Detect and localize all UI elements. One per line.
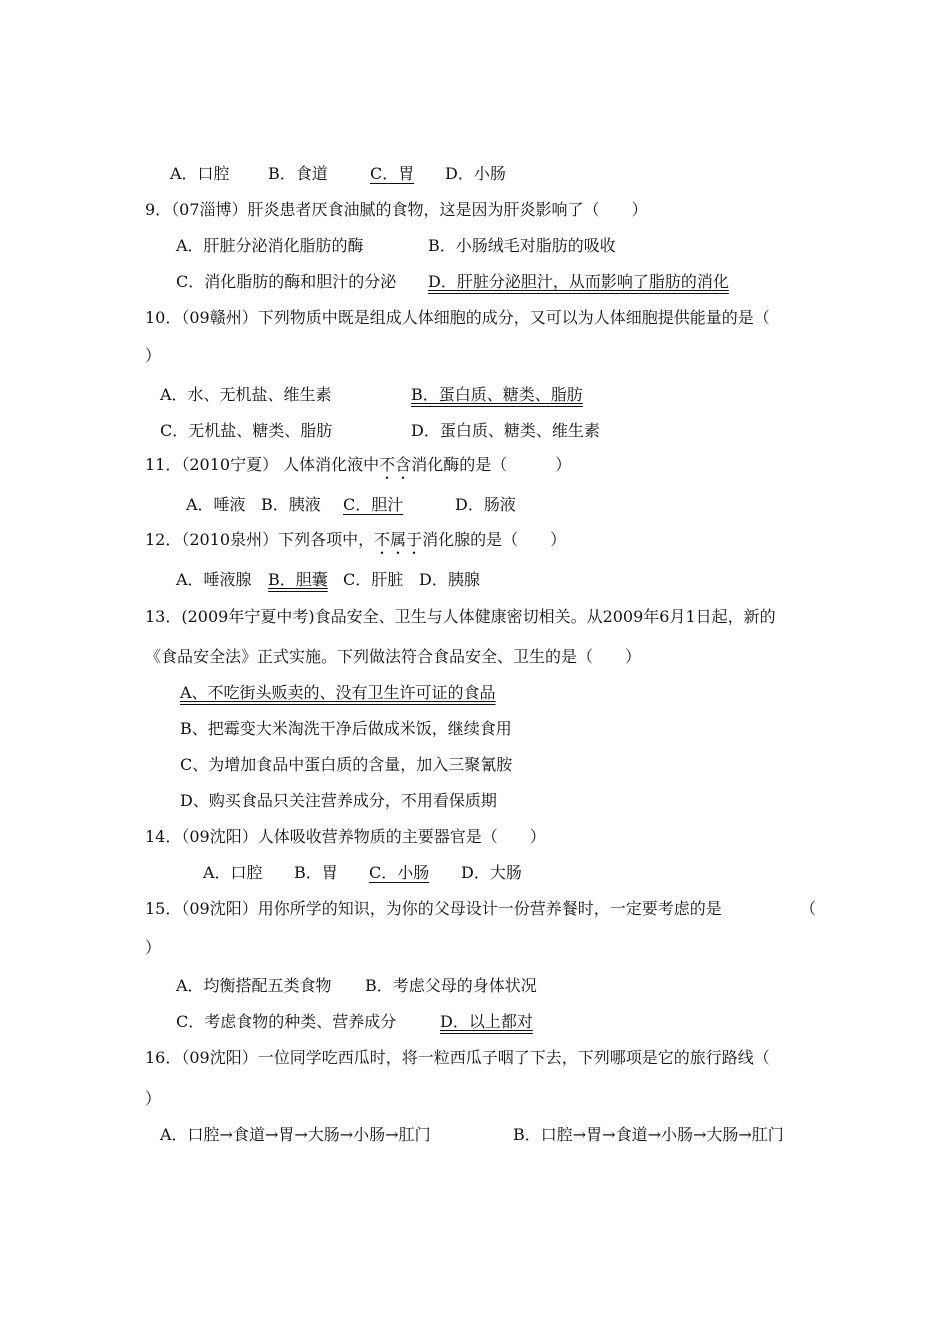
q15-option-c: C．考虑食物的种类、营养成分	[176, 1012, 397, 1031]
q12-stem-post: 消化腺的是（ ）	[422, 530, 567, 549]
q12-option-b-answer: B．胆囊	[268, 570, 328, 589]
q15-stem-paren: （	[800, 899, 817, 918]
q10-stem-end: ）	[145, 346, 162, 365]
q15-option-a: A．均衡搭配五类食物	[176, 976, 332, 995]
q8-option-d: D．小肠	[445, 164, 506, 183]
q15-stem-end: ）	[145, 938, 162, 957]
q16-option-b: B．口腔→胃→食道→小肠→大肠→肛门	[513, 1125, 784, 1144]
q11-option-b: B．胰液	[261, 495, 321, 514]
q11-option-d: D．肠液	[455, 495, 516, 514]
q10-stem: 10．（09赣州）下列物质中既是组成人体细胞的成分，又可以为人体细胞提供能量的是（	[145, 308, 770, 327]
q15-option-d-answer: D．以上都对	[440, 1012, 533, 1031]
q12-stem	[145, 529, 566, 558]
q14-option-b: B．胃	[294, 863, 338, 882]
q11-stem	[145, 454, 571, 483]
q11-stem-pre: 11．（2010宁夏） 人体消化液中	[145, 455, 380, 474]
q14-option-c-answer: C．小肠	[369, 863, 430, 882]
q11-option-c-answer: C．胆汁	[343, 495, 404, 514]
q8-option-b: B．食道	[268, 164, 328, 183]
q8-option-a: A．口腔	[170, 164, 230, 183]
q9-stem: 9．（07淄博）肝炎患者厌食油腻的食物，这是因为肝炎影响了（ ）	[145, 200, 648, 219]
q9-option-c: C．消化脂肪的酶和胆汁的分泌	[176, 272, 397, 291]
q13-stem-line2: 《食品安全法》正式实施。下列做法符合食品安全、卫生的是（ ）	[145, 647, 642, 666]
q10-option-c: C．无机盐、糖类、脂肪	[160, 421, 333, 440]
q9-option-b: B．小肠绒毛对脂肪的吸收	[428, 236, 616, 255]
q11-stem-post: 消化酶的是（ ）	[411, 455, 572, 474]
q11-stem-emphasis: 不含	[379, 455, 412, 474]
q13-option-b: B、把霉变大米淘洗干净后做成米饭，继续食用	[180, 719, 512, 738]
q12-option-d: D．胰腺	[419, 570, 480, 589]
q12-stem-emphasis: 不属于	[374, 530, 423, 549]
q13-option-a-answer: A、不吃街头贩卖的、没有卫生许可证的食品	[180, 683, 496, 702]
q13-stem-line1: 13．(2009年宁夏中考)食品安全、卫生与人体健康密切相关。从2009年6月1日起，新的	[145, 607, 776, 626]
q8-option-c-answer: C．胃	[370, 164, 415, 183]
q14-option-d: D．大肠	[461, 863, 522, 882]
q10-option-a: A．水、无机盐、维生素	[160, 385, 332, 404]
q9-option-a: A．肝脏分泌消化脂肪的酶	[176, 236, 364, 255]
q10-option-b-answer: B．蛋白质、糖类、脂肪	[411, 385, 583, 404]
q16-stem-end: ）	[145, 1089, 162, 1108]
q10-option-d: D．蛋白质、糖类、维生素	[411, 421, 600, 440]
q14-stem: 14．（09沈阳）人体吸收营养物质的主要器官是（ ）	[145, 827, 546, 846]
q14-option-a: A．口腔	[203, 863, 263, 882]
q12-option-c: C．肝脏	[343, 570, 404, 589]
q16-option-a: A．口腔→食道→胃→大肠→小肠→肛门	[160, 1125, 431, 1144]
q12-option-a: A．唾液腺	[176, 570, 252, 589]
q11-option-a: A．唾液	[186, 495, 246, 514]
q16-stem: 16．（09沈阳）一位同学吃西瓜时，将一粒西瓜子咽了下去，下列哪项是它的旅行路线（	[145, 1048, 770, 1067]
q15-option-b: B．考虑父母的身体状况	[365, 976, 537, 995]
q13-option-d: D、购买食品只关注营养成分，不用看保质期	[180, 791, 497, 810]
q12-stem-pre: 12．（2010泉州）下列各项中，	[145, 530, 375, 549]
q15-stem: 15．（09沈阳）用你所学的知识，为你的父母设计一份营养餐时，一定要考虑的是	[145, 899, 722, 918]
q9-option-d-answer: D．肝脏分泌胆汁，从而影响了脂肪的消化	[428, 272, 729, 291]
q13-option-c: C、为增加食品中蛋白质的含量，加入三聚氰胺	[180, 755, 513, 774]
